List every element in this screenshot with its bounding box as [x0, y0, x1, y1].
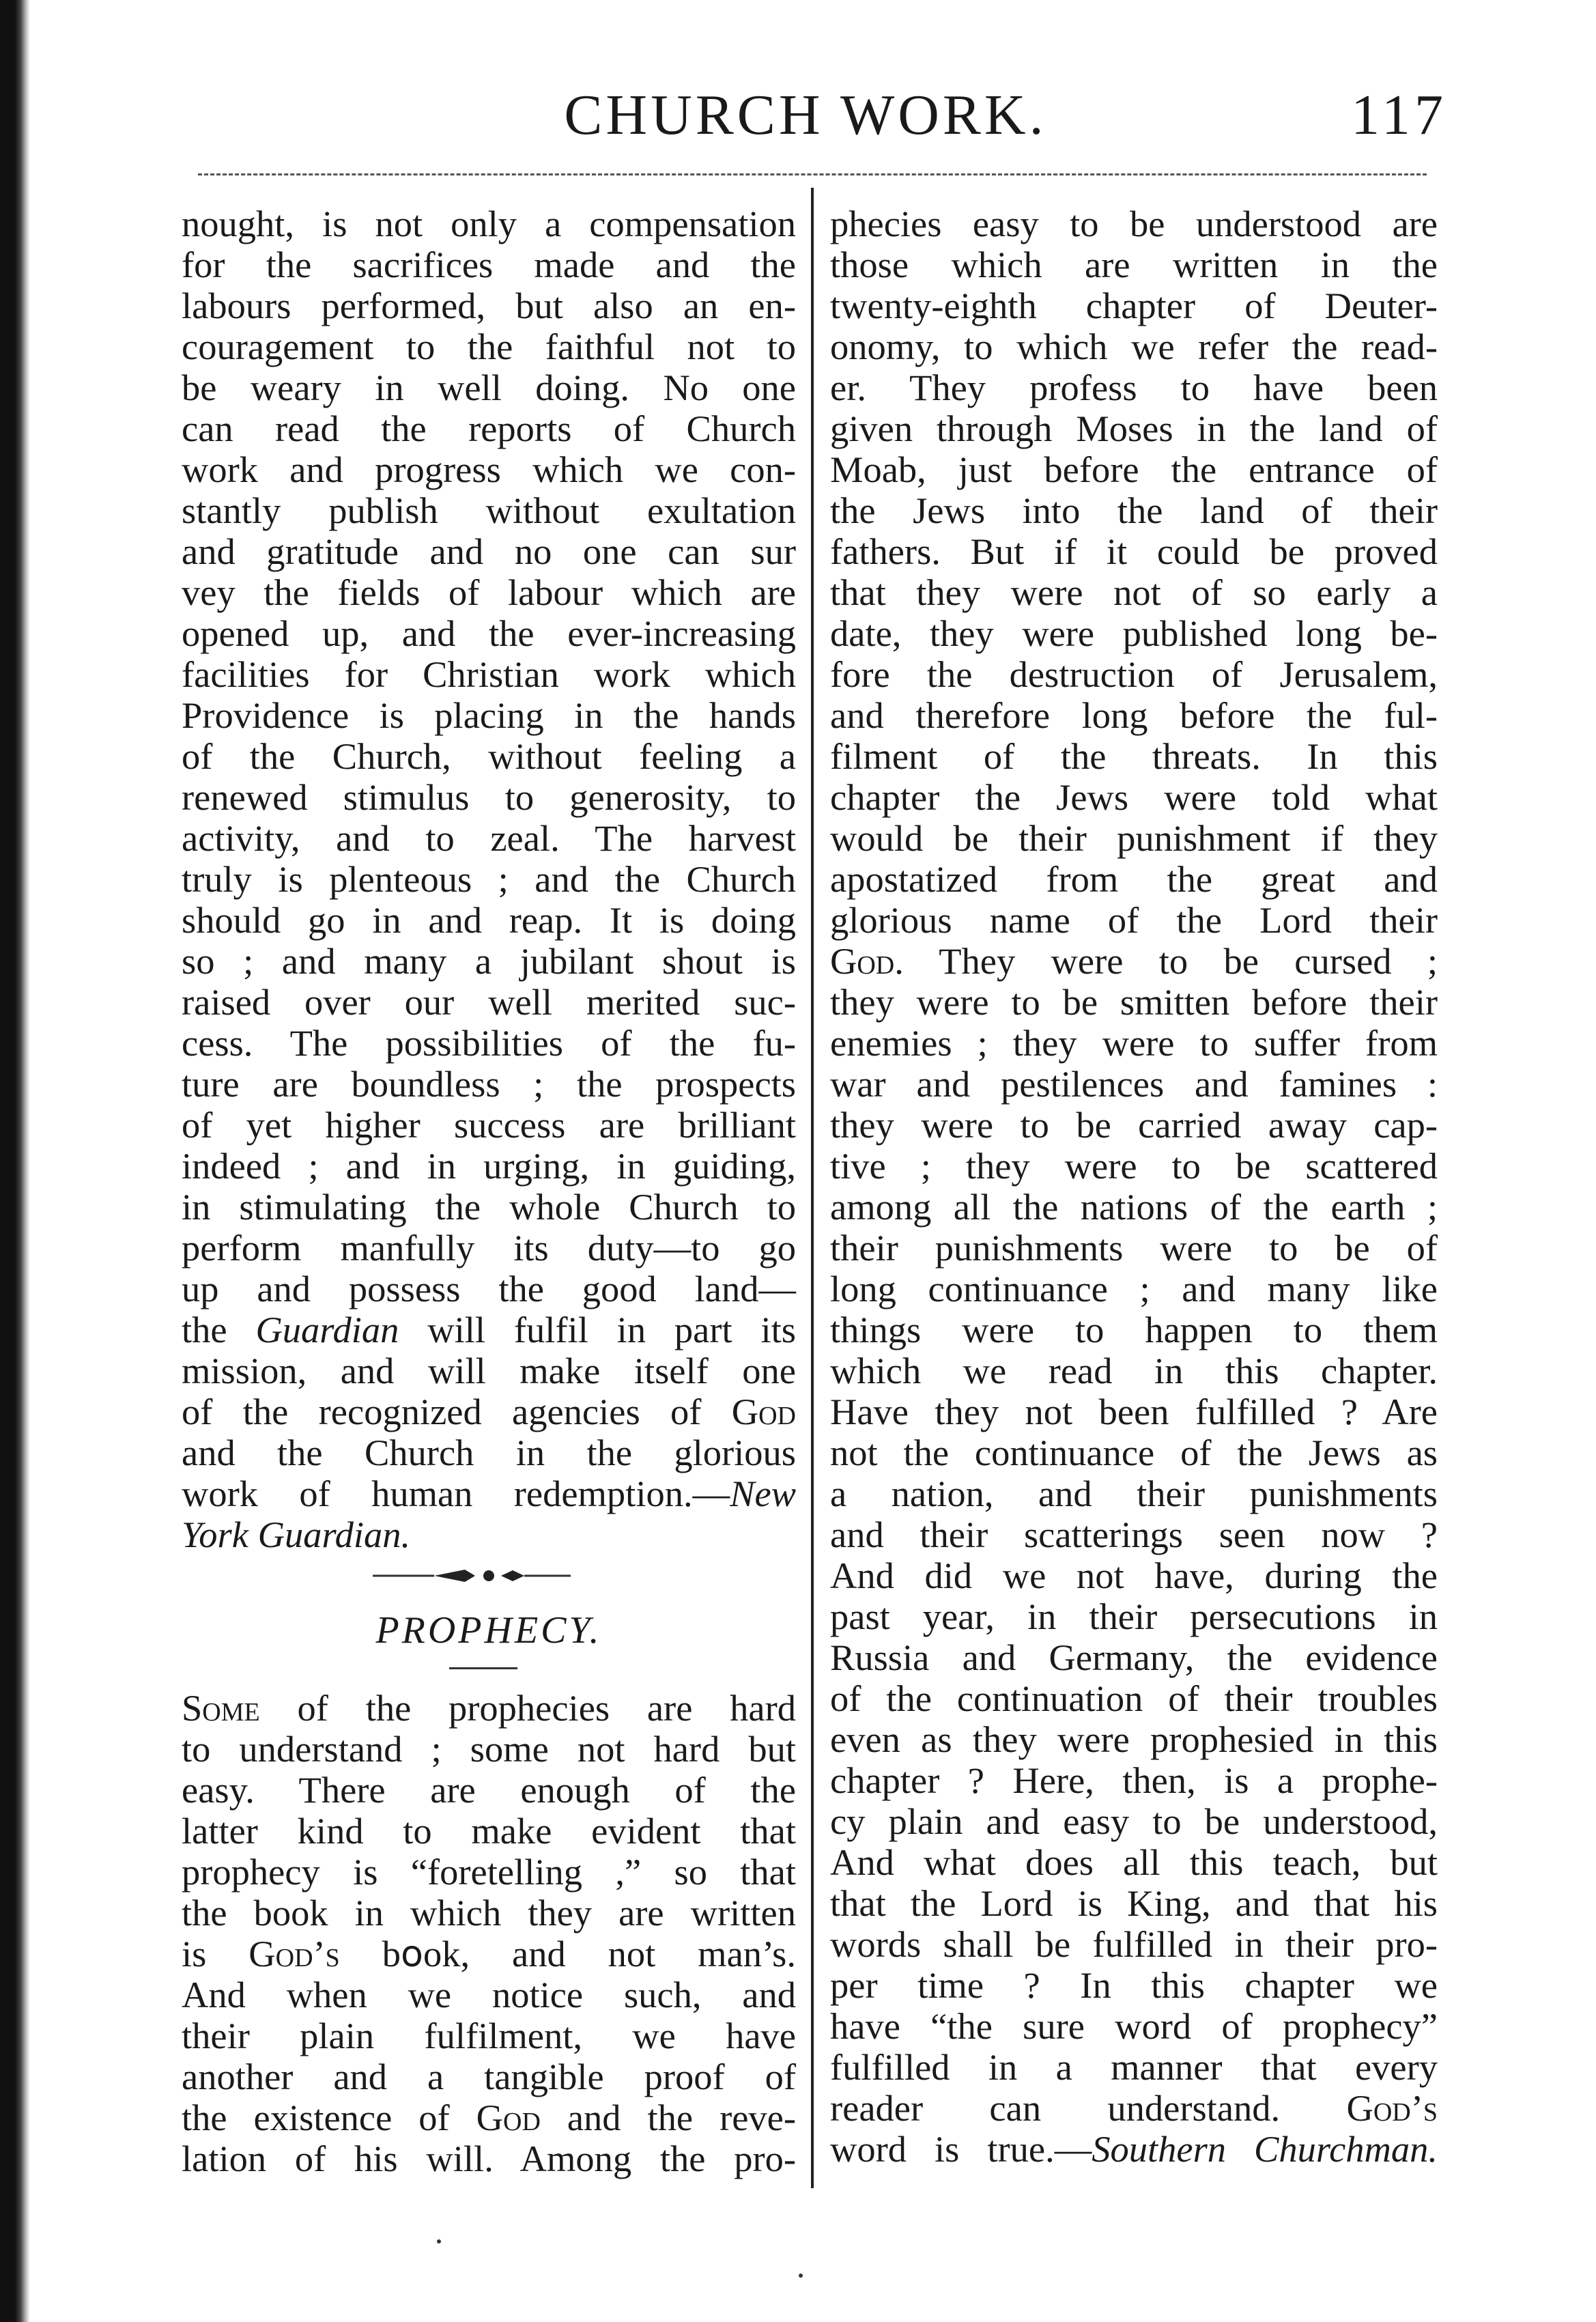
text-line: and gratitude and no one can sur [182, 530, 796, 572]
text-line: can read the reports of Church [182, 408, 796, 449]
text-line: And what does all this teach, but [830, 1841, 1438, 1883]
text-line: they were to be smitten before their [830, 981, 1438, 1023]
text-line: for the sacrifices made and the [182, 244, 796, 285]
running-head [164, 82, 1447, 157]
text-line: their punishments were to be of [830, 1227, 1438, 1269]
text-line: facilities for Christian work which [182, 653, 796, 695]
text-line: long continuance ; and many like [830, 1268, 1438, 1309]
text-line: and their scatterings seen now ? [830, 1514, 1438, 1555]
text-line: the book in which they are written [182, 1892, 796, 1934]
text-line: things were to happen to them [830, 1309, 1438, 1350]
text-line: another and a tangible proof of [182, 2056, 796, 2097]
section-ornament [182, 1555, 796, 1603]
text-line: fore the destruction of Jerusalem, [830, 653, 1438, 695]
text-line: filment of the threats. In this [830, 735, 1438, 777]
page-number: 117 [1351, 83, 1447, 147]
text-line: cess. The possibilities of the fu- [182, 1022, 796, 1064]
text-line: apostatized from the great and [830, 858, 1438, 900]
text-line: they were to be carried away cap- [830, 1104, 1438, 1146]
text-line: the existence of God and the reve- [182, 2097, 796, 2138]
text-line: stantly publish without exultation [182, 490, 796, 531]
header-rule [198, 173, 1427, 175]
text-line: cy plain and easy to be understood, [830, 1800, 1438, 1842]
text-line: those which are written in the [830, 244, 1438, 285]
text-line: couragement to the faithful not to [182, 326, 796, 367]
text-line: among all the nations of the earth ; [830, 1186, 1438, 1228]
prophecy-paragraph [182, 1729, 796, 1934]
text-line: date, they were published long be- [830, 612, 1438, 654]
text-line: mission, and will make itself one [182, 1350, 796, 1391]
text-line: phecies easy to be understood are [830, 203, 1438, 244]
text-line: raised over our well merited suc- [182, 981, 796, 1023]
text-line: Moab, just before the entrance of [830, 449, 1438, 490]
text-line: opened up, and the ever-increasing [182, 612, 796, 654]
text-line: would be their punishment if they [830, 817, 1438, 859]
text-line: the Jews into the land of their [830, 490, 1438, 531]
text-line: that the Lord is King, and that his [830, 1882, 1438, 1924]
text-line: up and possess the good land— [182, 1268, 796, 1309]
text-line: Providence is placing in the hands [182, 694, 796, 736]
text-line: perform manfully its duty—to go [182, 1227, 796, 1269]
right-paragraph [830, 203, 1438, 941]
text-line: words shall be fulfilled in their pro- [830, 1923, 1438, 1965]
text-line: prophecy is “foretelling ,” so that [182, 1851, 796, 1893]
text-line: work and progress which we con- [182, 449, 796, 490]
text-line: that they were not of so early a [830, 571, 1438, 613]
page-binding-edge [0, 0, 30, 2322]
source-attribution: York Guardian. [182, 1514, 411, 1555]
source-attribution: word is true.—Southern Churchman. [830, 2128, 1438, 2170]
text-line: fulfilled in a manner that every [830, 2046, 1438, 2088]
text-line: given through Moses in the land of [830, 408, 1438, 449]
text-line: lation of his will. Among the pro- [182, 2138, 796, 2179]
text-line: so ; and many a jubilant shout is [182, 940, 796, 982]
text-line: God. They were to be cursed ; [830, 940, 1438, 982]
text-line: of the continuation of their troubles [830, 1677, 1438, 1719]
text-line: and the Church in the glorious [182, 1432, 796, 1473]
text-line: to understand ; some not hard but [182, 1728, 796, 1770]
text-line: enemies ; they were to suffer from [830, 1022, 1438, 1064]
text-line: have “the sure word of prophecy” [830, 2005, 1438, 2047]
text-line: not the continuance of the Jews as [830, 1432, 1438, 1473]
right-paragraph [830, 982, 1438, 2088]
text-line: even as they were prophesied in this [830, 1718, 1438, 1760]
text-line: be weary in well doing. No one [182, 367, 796, 408]
text-line: nought, is not only a compensation [182, 203, 796, 244]
text-line: and therefore long before the ful- [830, 694, 1438, 736]
text-line: war and pestilences and famines : [830, 1063, 1438, 1105]
text-line: chapter ? Here, then, is a prophe- [830, 1759, 1438, 1801]
text-line: which we read in this chapter. [830, 1350, 1438, 1391]
text-line: work of human redemption.—New [182, 1473, 796, 1514]
text-line: in stimulating the whole Church to [182, 1186, 796, 1228]
text-line: of the Church, without feeling a [182, 735, 796, 777]
text-line: of yet higher success are brilliant [182, 1104, 796, 1146]
text-line: easy. There are enough of the [182, 1769, 796, 1811]
text-line: tive ; they were to be scattered [830, 1145, 1438, 1187]
text-line: Have they not been fulfilled ? Are [830, 1391, 1438, 1432]
section-title-rule [182, 1658, 796, 1688]
text-line: a nation, and their punishments [830, 1473, 1438, 1514]
text-line: Russia and Germany, the evidence [830, 1637, 1438, 1678]
text-line: of the recognized agencies of God [182, 1391, 796, 1432]
text-line: chapter the Jews were told what [830, 776, 1438, 818]
section-title: PROPHECY. [375, 1609, 602, 1652]
text-line: renewed stimulus to generosity, to [182, 776, 796, 818]
running-title: CHURCH WORK. [564, 83, 1047, 147]
text-line: twenty-eighth chapter of Deuter- [830, 285, 1438, 326]
text-line: labours performed, but also an en- [182, 285, 796, 326]
text-line: fathers. But if it could be proved [830, 530, 1438, 572]
text-line: And when we notice such, and [182, 1974, 796, 2015]
text-line: truly is plenteous ; and the Church [182, 858, 796, 900]
print-speck [437, 2239, 441, 2243]
text-line: reader can understand. God’s [830, 2087, 1438, 2129]
text-line: glorious name of the Lord their [830, 899, 1438, 941]
text-line: their plain fulfilment, we have [182, 2015, 796, 2056]
left-paragraph [182, 203, 796, 1309]
text-line: vey the fields of labour which are [182, 571, 796, 613]
left-column [182, 203, 796, 2179]
text-line: onomy, to which we refer the read- [830, 326, 1438, 367]
text-line: the Guardian will fulfil in part its [182, 1309, 796, 1350]
text-line: And did we not have, during the [830, 1555, 1438, 1596]
text-line: per time ? In this chapter we [830, 1964, 1438, 2006]
column-divider [811, 188, 814, 2188]
text-line: past year, in their persecutions in [830, 1596, 1438, 1637]
text-line: activity, and to zeal. The harvest [182, 817, 796, 859]
print-speck [799, 2274, 803, 2278]
text-line: ture are boundless ; the prospects [182, 1063, 796, 1105]
text-line: er. They profess to have been [830, 367, 1438, 408]
text-line: indeed ; and in urging, in guiding, [182, 1145, 796, 1187]
text-line: latter kind to make evident that [182, 1810, 796, 1852]
right-column [830, 203, 1438, 2170]
text-line: should go in and reap. It is doing [182, 899, 796, 941]
text-line: is God’s b𐐬ok, and not man’s. [182, 1933, 796, 1974]
text-line: Some of the prophecies are hard [182, 1687, 796, 1729]
prophecy-paragraph [182, 1974, 796, 2097]
